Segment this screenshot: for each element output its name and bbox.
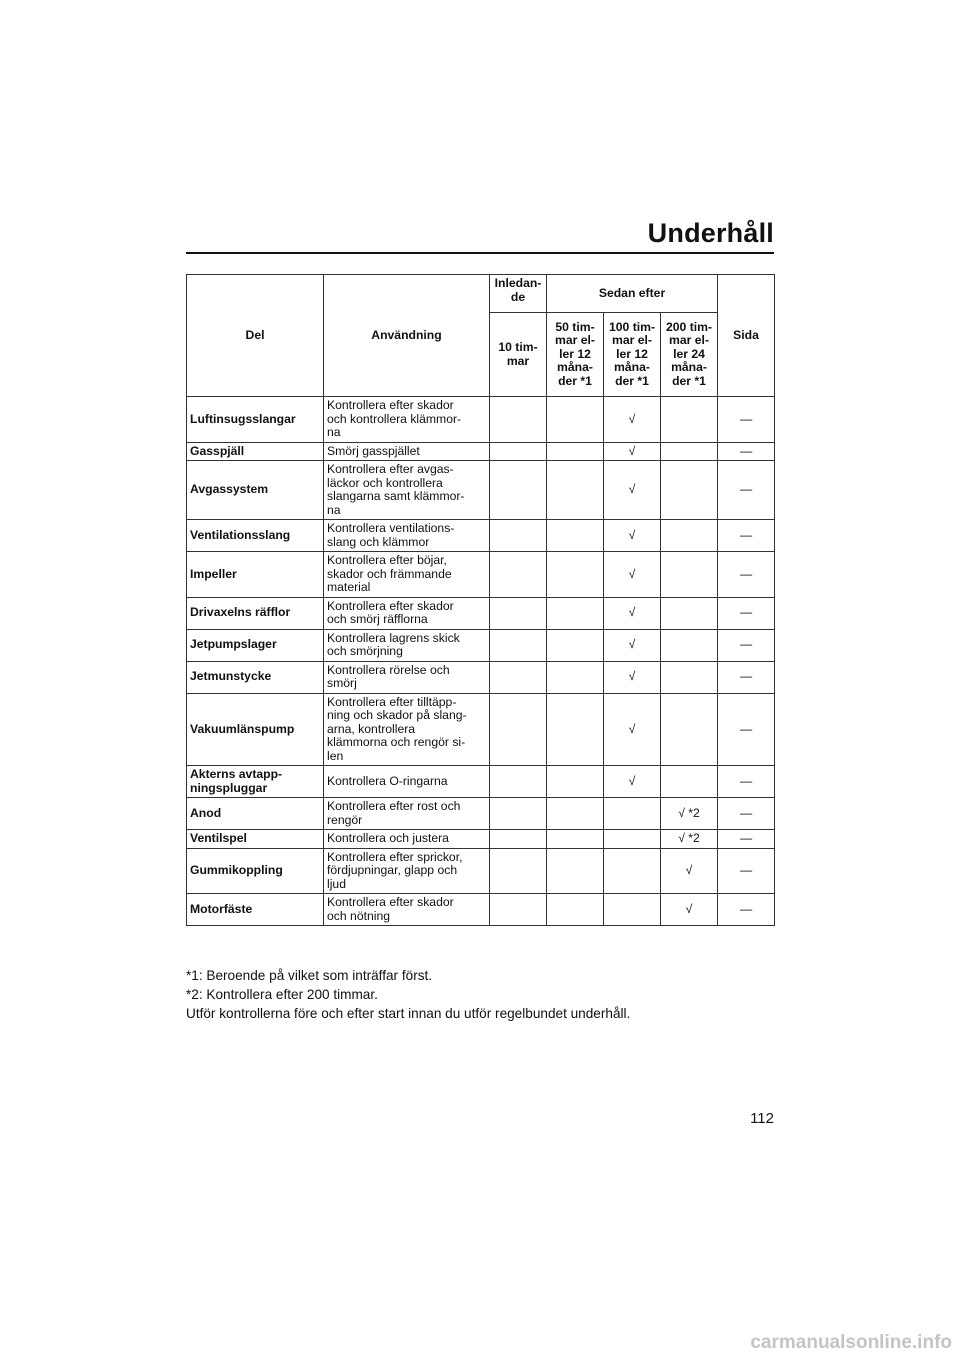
row-sida: —: [718, 798, 775, 830]
row-use: Kontrollera efter sprickor, fördjupningar, glapp och ljud: [324, 848, 490, 894]
row-check-200h: [661, 661, 718, 693]
row-check-50h: [547, 629, 604, 661]
table-row: [187, 552, 775, 598]
row-check-200h: √: [661, 848, 718, 894]
row-check-200h: [661, 397, 718, 443]
row-check-100h: √: [604, 461, 661, 520]
table-row: [187, 461, 775, 520]
row-check-50h: [547, 894, 604, 926]
row-sida: —: [718, 520, 775, 552]
row-check-200h: [661, 766, 718, 798]
row-part: Akterns avtapp- ningspluggar: [187, 766, 324, 798]
row-check-200h: √: [661, 894, 718, 926]
footnotes: [186, 966, 786, 1023]
row-check-200h: [661, 442, 718, 461]
table-row: [187, 766, 775, 798]
row-check-10h: [490, 397, 547, 443]
row-part: Jetmunstycke: [187, 661, 324, 693]
row-check-50h: [547, 661, 604, 693]
row-check-50h: [547, 397, 604, 443]
row-use: Kontrollera ventilations- slang och klämmor: [324, 520, 490, 552]
row-check-50h: [547, 766, 604, 798]
row-part: Gummikoppling: [187, 848, 324, 894]
row-check-50h: [547, 597, 604, 629]
row-check-100h: √: [604, 520, 661, 552]
row-part: Anod: [187, 798, 324, 830]
row-sida: —: [718, 848, 775, 894]
watermark: carmanualsonline.info: [750, 1332, 952, 1353]
row-check-10h: [490, 661, 547, 693]
row-check-10h: [490, 894, 547, 926]
row-use: Kontrollera rörelse och smörj: [324, 661, 490, 693]
row-check-50h: [547, 442, 604, 461]
maintenance-table: [186, 274, 775, 926]
row-check-100h: [604, 848, 661, 894]
row-sida: —: [718, 552, 775, 598]
table-row: [187, 629, 775, 661]
row-use: Smörj gasspjället: [324, 442, 490, 461]
row-sida: —: [718, 461, 775, 520]
row-sida: —: [718, 442, 775, 461]
page-number: 112: [750, 1110, 774, 1127]
header-sida: Sida: [718, 275, 775, 397]
row-check-10h: [490, 597, 547, 629]
row-use: Kontrollera efter böjar, skador och främmande material: [324, 552, 490, 598]
row-use: Kontrollera lagrens skick och smörjning: [324, 629, 490, 661]
row-sida: —: [718, 629, 775, 661]
row-use: Kontrollera efter avgas- läckor och kontrollera slangarna samt klämmor- na: [324, 461, 490, 520]
row-check-100h: √: [604, 552, 661, 598]
row-check-10h: [490, 461, 547, 520]
title-rule: [186, 252, 774, 254]
table-row: [187, 661, 775, 693]
row-check-100h: [604, 798, 661, 830]
row-check-100h: √: [604, 766, 661, 798]
row-use: Kontrollera och justera: [324, 830, 490, 849]
row-check-200h: [661, 597, 718, 629]
row-check-50h: [547, 552, 604, 598]
table-row: [187, 520, 775, 552]
row-check-10h: [490, 693, 547, 766]
table-row: [187, 848, 775, 894]
row-check-50h: [547, 520, 604, 552]
table-row: [187, 894, 775, 926]
row-check-200h: [661, 461, 718, 520]
row-check-100h: √: [604, 629, 661, 661]
page-title: Underhåll: [647, 218, 774, 248]
row-use: Kontrollera efter skador och smörj räfflorna: [324, 597, 490, 629]
row-sida: —: [718, 661, 775, 693]
row-check-10h: [490, 520, 547, 552]
row-sida: —: [718, 693, 775, 766]
row-part: Luftinsugsslangar: [187, 397, 324, 443]
row-check-50h: [547, 830, 604, 849]
row-check-50h: [547, 693, 604, 766]
row-sida: —: [718, 830, 775, 849]
row-check-10h: [490, 830, 547, 849]
header-anvandning: Användning: [324, 275, 490, 397]
row-part: Avgassystem: [187, 461, 324, 520]
row-use: Kontrollera efter skador och nötning: [324, 894, 490, 926]
table-row: [187, 693, 775, 766]
row-sida: —: [718, 894, 775, 926]
footnote-2: *2: Kontrollera efter 200 timmar.: [186, 987, 378, 1002]
row-check-100h: √: [604, 693, 661, 766]
table-row: [187, 597, 775, 629]
footnote-note: Utför kontrollerna före och efter start innan du utför regelbundet underhåll.: [186, 1006, 631, 1021]
row-check-10h: [490, 798, 547, 830]
row-use: Kontrollera efter rost och rengör: [324, 798, 490, 830]
table-row: [187, 397, 775, 443]
row-part: Impeller: [187, 552, 324, 598]
row-check-100h: √: [604, 661, 661, 693]
row-part: Drivaxelns räfflor: [187, 597, 324, 629]
table-row: [187, 442, 775, 461]
row-check-200h: [661, 693, 718, 766]
row-check-50h: [547, 798, 604, 830]
row-part: Ventilspel: [187, 830, 324, 849]
header-del: Del: [187, 275, 324, 397]
row-check-100h: [604, 894, 661, 926]
row-check-200h: [661, 552, 718, 598]
header-inledande: Inledan- de: [490, 275, 547, 313]
row-part: Motorfäste: [187, 894, 324, 926]
row-sida: —: [718, 597, 775, 629]
footnote-1: *1: Beroende på vilket som inträffar först.: [186, 968, 433, 983]
row-check-10h: [490, 766, 547, 798]
row-use: Kontrollera efter tilltäpp- ning och skador på slang- arna, kontrollera klämmorna och rengör si- len: [324, 693, 490, 766]
row-use: Kontrollera O-ringarna: [324, 766, 490, 798]
row-check-10h: [490, 848, 547, 894]
row-check-10h: [490, 629, 547, 661]
table-body: [187, 397, 775, 926]
row-part: Gasspjäll: [187, 442, 324, 461]
row-check-200h: √ *2: [661, 830, 718, 849]
header-100-timmar: 100 tim- mar el- ler 12 måna- der *1: [604, 313, 661, 397]
row-use: Kontrollera efter skador och kontrollera klämmor- na: [324, 397, 490, 443]
row-part: Ventilationsslang: [187, 520, 324, 552]
row-check-200h: [661, 629, 718, 661]
row-check-200h: [661, 520, 718, 552]
header-10-timmar: 10 tim- mar: [490, 313, 547, 397]
row-part: Vakuumlänspump: [187, 693, 324, 766]
row-check-100h: [604, 830, 661, 849]
table-row: [187, 830, 775, 849]
row-sida: —: [718, 766, 775, 798]
row-check-100h: √: [604, 597, 661, 629]
row-check-100h: √: [604, 397, 661, 443]
row-check-50h: [547, 461, 604, 520]
header-sedan-efter: Sedan efter: [547, 275, 718, 313]
header-200-timmar: 200 tim- mar el- ler 24 måna- der *1: [661, 313, 718, 397]
row-check-100h: √: [604, 442, 661, 461]
row-check-200h: √ *2: [661, 798, 718, 830]
row-check-50h: [547, 848, 604, 894]
row-sida: —: [718, 397, 775, 443]
row-part: Jetpumpslager: [187, 629, 324, 661]
table-row: [187, 798, 775, 830]
row-check-10h: [490, 442, 547, 461]
header-50-timmar: 50 tim- mar el- ler 12 måna- der *1: [547, 313, 604, 397]
row-check-10h: [490, 552, 547, 598]
